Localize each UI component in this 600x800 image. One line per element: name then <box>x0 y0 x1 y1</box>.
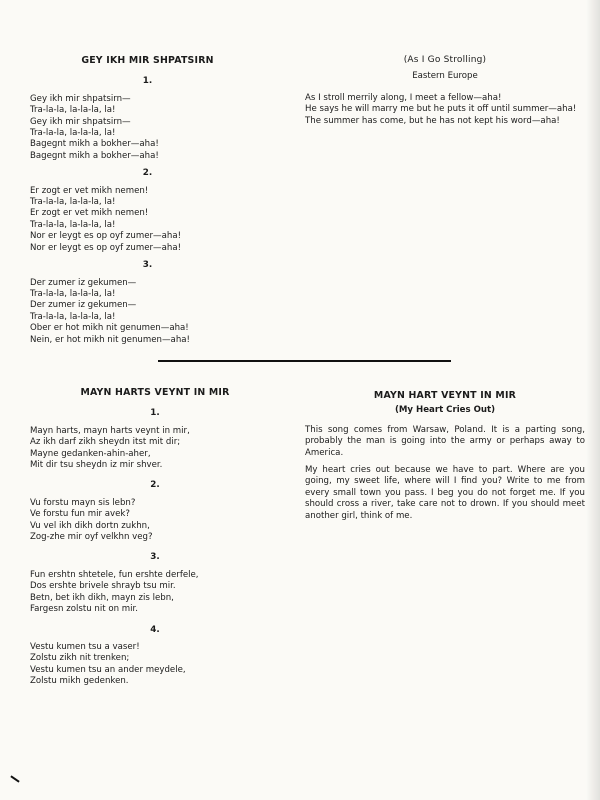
song2-v1-line: Az ikh darf zikh sheydn itst mit dir; <box>30 437 181 448</box>
song1-v3-line: Ober er hot mikh nit genumen—aha! <box>30 323 189 334</box>
song1-english-title: (As I Go Strolling) <box>403 55 487 65</box>
song1-v3-line: Nein, er hot mikh nit genumen—aha! <box>30 334 190 345</box>
song2-translation-paragraph: My heart cries out because we have to part. Where are you going, my sweet life, where will I find you? Write to me from every small town you pass. I beg you do not forget me. If you should cross a river, take care not to drown. If you should meet another girl, think of me. <box>305 465 585 521</box>
song2-v4-line: Vestu kumen tsu a vaser! <box>30 641 140 652</box>
song2-verse3-number: 3. <box>150 552 160 563</box>
song1-v1-line: Bagegnt mikh a bokher—aha! <box>30 139 159 150</box>
song2-v3-line: Fargesn zolstu nit on mir. <box>30 604 138 615</box>
song1-v3-line: Tra-la-la, la-la-la, la! <box>30 311 116 322</box>
song1-verse2-number: 2. <box>142 168 153 179</box>
song1-translation-line: As I stroll merrily along, I meet a fellow—aha! <box>305 92 502 103</box>
song2-v2-line: Zog-zhe mir oyf velkhn veg? <box>30 532 153 543</box>
song2-v1-line: Mayn harts, mayn harts veynt in mir, <box>30 425 190 436</box>
song2-english-title: MAYN HART VEYNT IN MIR <box>373 390 517 401</box>
song1-v3-line: Der zumer iz gekumen— <box>30 300 137 311</box>
song2-lyrics-column <box>30 387 280 688</box>
song1-yiddish-title: GEY IKH MIR SHPATSIRN <box>81 55 214 66</box>
song2-verse4-number: 4. <box>150 624 160 635</box>
song1-v1-line: Bagegnt mikh a bokher—aha! <box>30 150 159 161</box>
song2-translation-column <box>305 390 585 528</box>
song1-translation-line: The summer has come, but he has not kept his word—aha! <box>305 115 560 126</box>
song2-v2-line: Vu forstu mayn sis lebn? <box>30 497 136 508</box>
song2-v4-line: Zolstu mikh gedenken. <box>30 676 129 687</box>
page-edge-shadow <box>586 0 600 800</box>
song2-v1-line: Mit dir tsu sheydn iz mir shver. <box>30 460 163 471</box>
song2-v4-line: Vestu kumen tsu an ander meydele, <box>30 664 186 675</box>
song2-note-paragraph: This song comes from Warsaw, Poland. It is a parting song, probably the man is going into the army or perhaps away to America. <box>305 424 585 458</box>
song1-verse1-number: 1. <box>142 76 153 87</box>
song1-v2-line: Er zogt er vet mikh nemen! <box>30 208 149 219</box>
song1-v1-line: Gey ikh mir shpatsirn— <box>30 93 131 104</box>
song1-v1-line: Tra-la-la, la-la-la, la! <box>30 105 116 116</box>
song2-v3-line: Betn, bet ikh dikh, mayn zis lebn, <box>30 592 174 603</box>
song1-v2-line: Nor er leygt es op oyf zumer—aha! <box>30 231 182 242</box>
song2-v2-line: Vu vel ikh dikh dortn zukhn, <box>30 520 150 531</box>
song1-v3-line: Tra-la-la, la-la-la, la! <box>30 288 116 299</box>
song2-v4-line: Zolstu zikh nit trenken; <box>30 653 130 664</box>
song1-v1-line: Tra-la-la, la-la-la, la! <box>30 128 116 139</box>
song2-v2-line: Ve forstu fun mir avek? <box>30 509 130 520</box>
song1-v2-line: Er zogt er vet mikh nemen! <box>30 185 149 196</box>
song1-v2-line: Nor er leygt es op oyf zumer—aha! <box>30 242 182 253</box>
song1-v2-line: Tra-la-la, la-la-la, la! <box>30 219 116 230</box>
song1-translation-line: He says he will marry me but he puts it off until summer—aha! <box>305 104 577 115</box>
song1-v2-line: Tra-la-la, la-la-la, la! <box>30 197 116 208</box>
song1-verse3-number: 3. <box>142 260 153 271</box>
song1-v1-line: Gey ikh mir shpatsirn— <box>30 116 131 127</box>
song1-origin: Eastern Europe <box>412 71 478 82</box>
song2-v1-line: Mayne gedanken-ahin-aher, <box>30 448 151 459</box>
song1-v3-line: Der zumer iz gekumen— <box>30 277 137 288</box>
song2-v3-line: Fun ershtn shtetele, fun ershte derfele, <box>30 569 199 580</box>
song1-translation-column <box>305 55 585 127</box>
song2-v3-line: Dos ershte brivele shrayb tsu mir. <box>30 581 176 592</box>
song2-yiddish-title: MAYN HARTS VEYNT IN MIR <box>80 387 230 398</box>
song1-lyrics-column <box>30 55 265 346</box>
song2-verse1-number: 1. <box>150 408 160 419</box>
section-divider <box>158 360 451 362</box>
song2-english-subtitle: (My Heart Cries Out) <box>394 405 496 416</box>
song2-verse2-number: 2. <box>150 480 160 491</box>
corner-pen-mark <box>10 775 19 782</box>
